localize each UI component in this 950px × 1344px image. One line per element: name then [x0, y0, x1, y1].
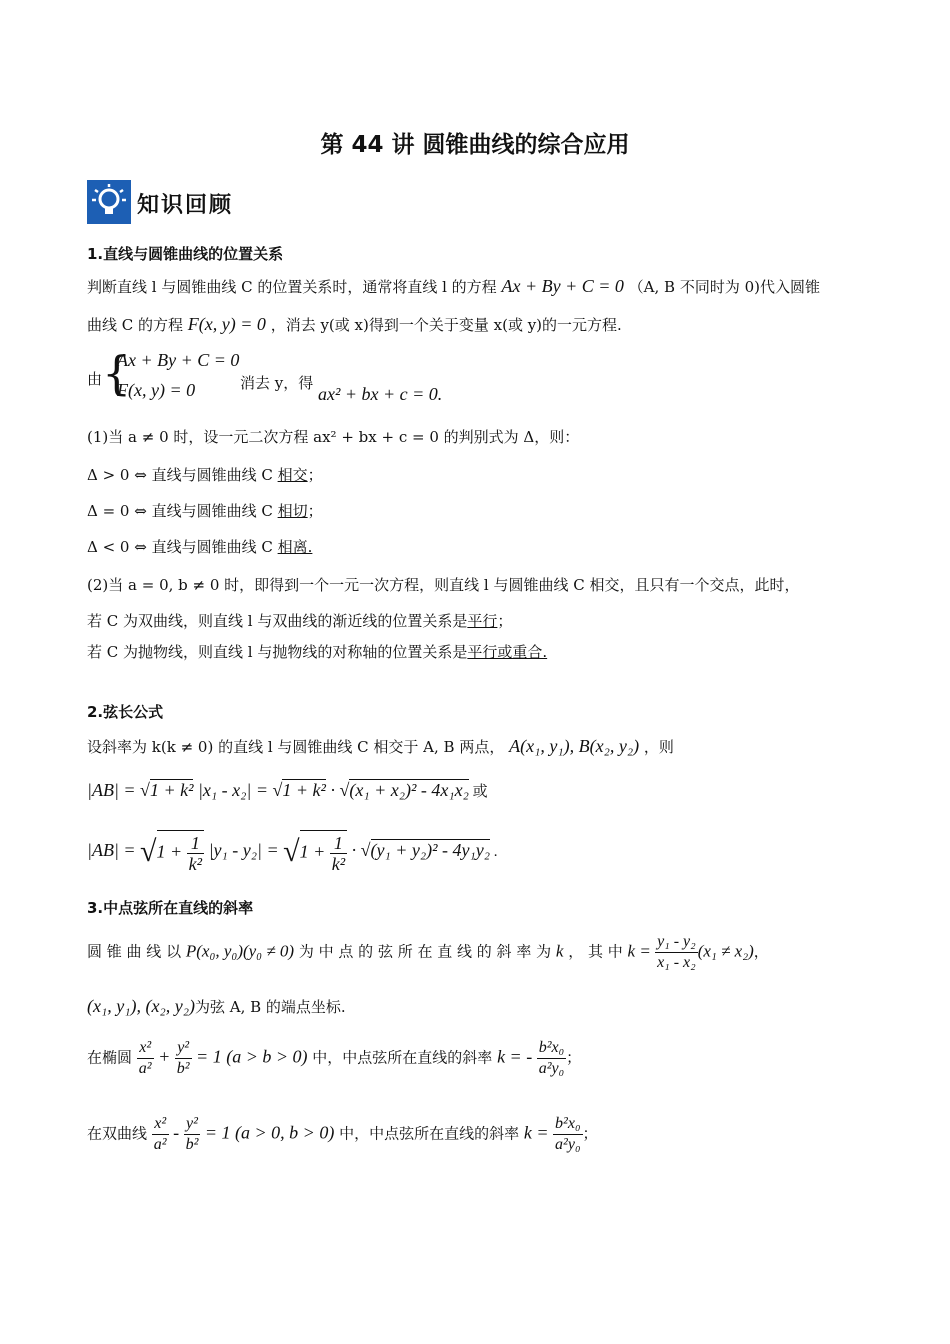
chord-formula-x: |AB| = √1 + k² |x₁ - x₂| = √1 + k² · √(x₁ + x₂)² - 4x₁x₂ 或	[87, 780, 488, 800]
eq-curve: F(x, y) = 0	[187, 314, 266, 334]
case-tangent: Δ = 0 ⇔ 直线与圆锥曲线 C 相切；	[87, 502, 323, 520]
s1-paragraph-3: (1)当 a ≠ 0 时，设一元二次方程 ax² + bx + c = 0 的判别式为 Δ，则：	[87, 428, 580, 446]
chord-formula-y: |AB| = √1 + $\frac{1}{\text{k²}}$ |y₁ - y₂| = √1 + $\frac{1}{\text{k²}}$ · √(y₁ + y₂)² - 4y₁y₂ .	[87, 830, 498, 874]
hyperbola-midpoint-slope: 在双曲线 $\frac{\text{x²}}{\text{a²}}$ - $\frac{\text{y²}}{\text{b²}}$ = 1 (a > 0, b > 0) 中，中点弦所在直线的斜率 k = $\frac{\text{b²x₀}}{\text{a²y₀}}$ ；	[87, 1115, 598, 1153]
section-2-heading: 2.弦长公式	[87, 703, 164, 721]
system-prefix: 由	[87, 370, 103, 388]
s1-paragraph-2: 曲线 C 的方程 F(x, y) = 0 ，消去 y(或 x)得到一个关于变量 x(或 y)的一元方程.	[87, 314, 622, 334]
system-result: ax² + bx + c = 0.	[318, 384, 443, 404]
eq-line: Ax + By + C = 0	[501, 276, 624, 296]
lightbulb-icon	[87, 180, 131, 224]
system-line-1: Ax + By + C = 0	[117, 350, 240, 370]
system-eliminate: 消去 y，得	[240, 374, 314, 392]
left-brace: {	[102, 346, 132, 400]
case-separate: Δ < 0 ⇔ 直线与圆锥曲线 C 相离.	[87, 538, 313, 556]
system-line-2: F(x, y) = 0	[117, 380, 196, 400]
s1-hyperbola-note: 若 C 为双曲线，则直线 l 与双曲线的渐近线的位置关系是平行；	[87, 612, 513, 630]
s1-paragraph-4: (2)当 a = 0, b ≠ 0 时，即得到一个一元一次方程，则直线 l 与圆锥曲线 C 相交，且只有一个交点，此时，	[87, 576, 800, 594]
badge-label: 知识回顾	[137, 193, 234, 218]
s2-paragraph-1: 设斜率为 k(k ≠ 0) 的直线 l 与圆锥曲线 C 相交于 A, B 两点， A(x₁, y₁), B(x₂, y₂) ，则	[87, 736, 674, 756]
section-1-heading: 1.直线与圆锥曲线的位置关系	[87, 245, 284, 263]
s1-paragraph-1: 判断直线 l 与圆锥曲线 C 的位置关系时，通常将直线 l 的方程 Ax + By + C = 0 （A, B 不同时为 0)代入圆锥	[87, 276, 820, 296]
case-intersect: Δ > 0 ⇔ 直线与圆锥曲线 C 相交；	[87, 466, 323, 484]
page-title: 第 44 讲 圆锥曲线的综合应用	[320, 132, 630, 158]
s1-parabola-note: 若 C 为抛物线，则直线 l 与抛物线的对称轴的位置关系是平行或重合.	[87, 643, 548, 661]
s3-paragraph-1: 圆 锥 曲 线 以 P(x₀, y₀)(y₀ ≠ 0) 为 中 点 的 弦 所 在 直 线 的 斜 率 为 k ， 其 中 k = $\frac{\text{y₁ - y₂}}{\text{x₁ - x₂}}$ (x₁ ≠ x₂)，	[87, 933, 769, 971]
ellipse-midpoint-slope: 在椭圆 $\frac{\text{x²}}{\text{a²}}$ + $\frac{\text{y²}}{\text{b²}}$ = 1 (a > b > 0) 中，中点弦所在直线的斜率 k = - $\frac{\text{b²x₀}}{\text{a²y₀}}$ ；	[87, 1039, 582, 1077]
section-3-heading: 3.中点弦所在直线的斜率	[87, 899, 254, 917]
s3-paragraph-2: (x₁, y₁), (x₂, y₂)为弦 A, B 的端点坐标.	[87, 996, 346, 1016]
